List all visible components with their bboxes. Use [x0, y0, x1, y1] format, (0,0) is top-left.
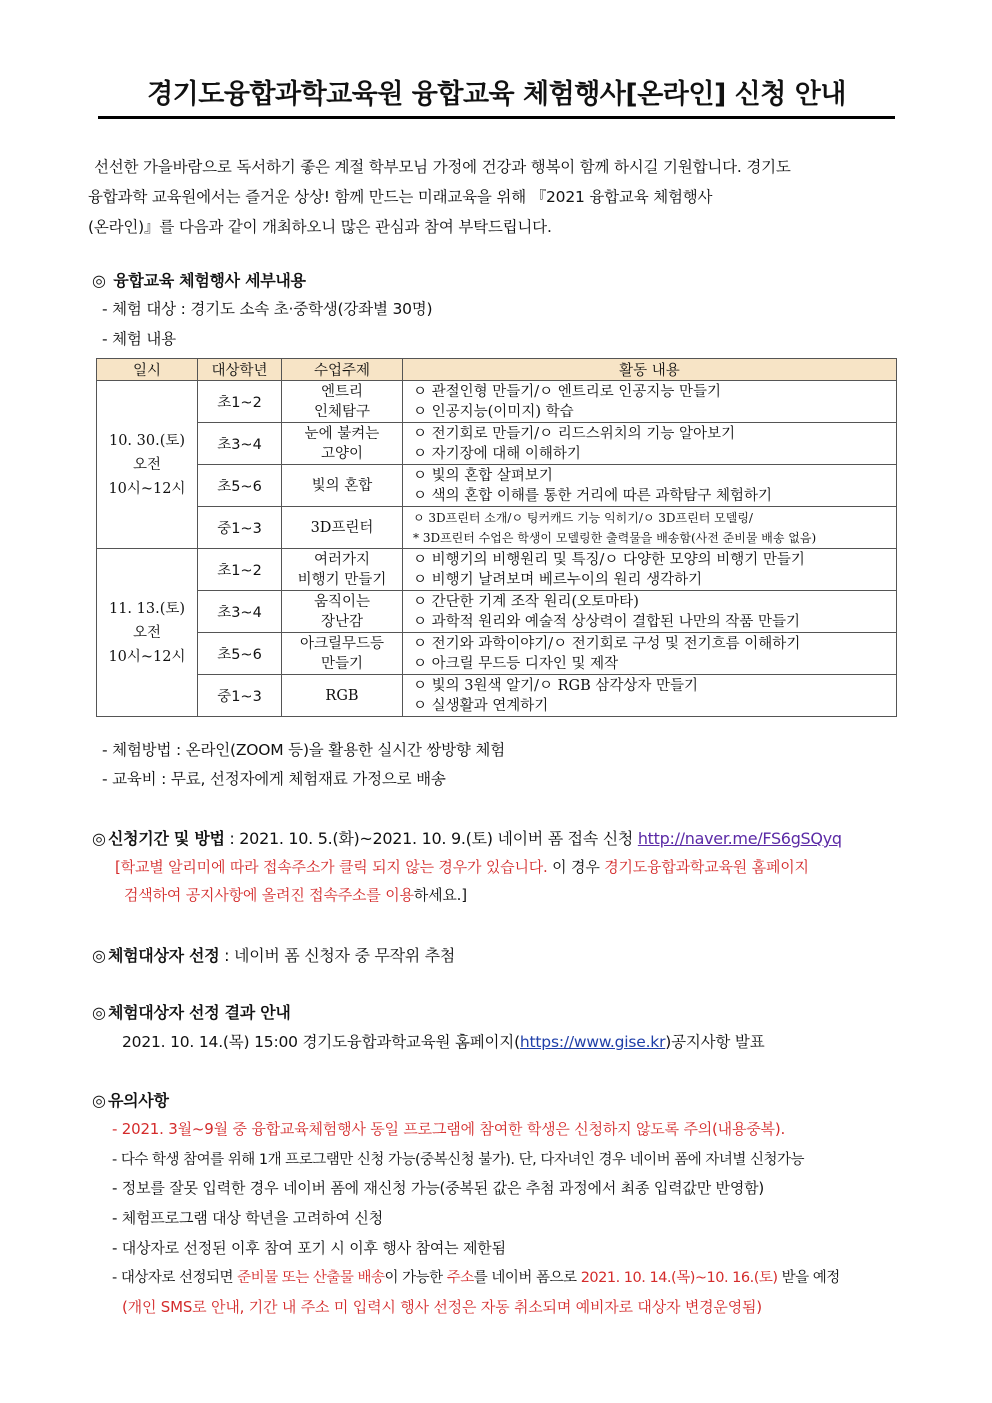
bullseye-icon: ◎	[92, 829, 106, 848]
header-activity: 활동 내용	[403, 359, 897, 381]
activity-cell	[403, 633, 897, 675]
result-text: )공지사항 발표	[665, 1033, 765, 1051]
activity-line: ㅇ 색의 혼합 이해를 통한 거리에 따른 과학탐구 체험하기	[413, 487, 773, 504]
fee-line: - 교육비 : 무료, 선정자에게 체험재료 가정으로 배송	[102, 770, 446, 788]
activity-note: * 3D프린터 수업은 학생이 모델링한 출력물을 배송함(사전 준비물 배송 없음)	[413, 530, 817, 545]
date-time: 10시~12시	[108, 648, 186, 665]
bullseye-icon: ◎	[92, 946, 106, 965]
note-item: - 2021. 3월~9월 중 융합교육체험행사 동일 프로그램에 참여한 학생은 신청하지 않도록 주의(내용중복).	[112, 1120, 786, 1138]
table-row	[97, 633, 897, 675]
note-item: - 다수 학생 참여를 위해 1개 프로그램만 신청 가능(중복신청 불가). 단, 다자녀인 경우 네이버 폼에 자녀별 신청가능	[112, 1152, 805, 1168]
table-row	[97, 465, 897, 507]
topic-cell	[282, 507, 403, 549]
activity-cell	[403, 381, 897, 423]
activity-cell	[403, 591, 897, 633]
table-header-row	[97, 359, 897, 381]
activity-cell	[403, 507, 897, 549]
apply-note-red: 경기도융합과학교육원 홈페이지	[604, 858, 809, 876]
header-date: 일시	[97, 359, 198, 381]
table-row	[97, 507, 897, 549]
header-grade: 대상학년	[198, 359, 282, 381]
table-row	[97, 549, 897, 591]
intro-line-1: 선선한 가을바람으로 독서하기 좋은 계절 학부모님 가정에 건강과 행복이 함께 하시길 기원합니다. 경기도	[94, 158, 791, 176]
grade-cell: 초3~4	[198, 591, 282, 633]
note-item: - 대상자로 선정된 이후 참여 포기 시 이후 행사 참여는 제한됨	[112, 1239, 506, 1257]
note-item: - 정보를 잘못 입력한 경우 네이버 폼에 재신청 가능(중복된 값은 추첨 과정에서 최종 입력값만 반영함)	[112, 1179, 765, 1197]
content-label: - 체험 내용	[102, 330, 176, 348]
topic-cell	[282, 633, 403, 675]
section-notes-heading	[92, 1088, 169, 1111]
apply-note-line-2	[124, 884, 467, 905]
note-text: - 대상자로 선정되면	[112, 1270, 238, 1286]
activity-line: ㅇ 자기장에 대해 이해하기	[413, 445, 581, 462]
result-text: 2021. 10. 14.(목) 15:00 경기도융합과학교육원 홈페이지(	[122, 1033, 520, 1051]
topic-line: 장난감	[320, 613, 364, 630]
date-cell	[97, 549, 198, 717]
note-red: 주소	[446, 1270, 474, 1286]
topic-line: 3D프린터	[310, 519, 374, 536]
note-text: 를 네이버 폼으로	[473, 1270, 581, 1286]
target-line: - 체험 대상 : 경기도 소속 초·중학생(강좌별 30명)	[102, 300, 433, 318]
section-details-heading	[92, 268, 306, 291]
intro-line-2: 융합과학 교육원에서는 즐거운 상상! 함께 만드는 미래교육을 위해 『2021 융합교육 체험행사	[88, 188, 713, 206]
apply-period: : 2021. 10. 5.(화)~2021. 10. 9.(토) 네이버 폼 접속 신청	[224, 829, 638, 848]
topic-cell	[282, 423, 403, 465]
page-title: 경기도융합과학교육원 융합교육 체험행사[온라인] 신청 안내	[147, 79, 846, 110]
grade-cell: 초3~4	[198, 423, 282, 465]
topic-line: 빛의 혼합	[311, 477, 373, 494]
date-ampm: 오전	[132, 456, 161, 473]
activity-line: ㅇ 인공지능(이미지) 학습	[413, 403, 574, 420]
section-result-title: 체험대상자 선정 결과 안내	[108, 1003, 291, 1022]
apply-note-text: 이 경우	[547, 858, 605, 876]
date-text: 11. 13.(토)	[108, 600, 186, 617]
section-apply-heading	[92, 826, 842, 849]
section-notes-title: 유의사항	[108, 1091, 169, 1110]
date-text: 10. 30.(토)	[108, 432, 186, 449]
topic-line: 인체탐구	[313, 403, 371, 420]
note-text: 이 가능한	[384, 1270, 447, 1286]
topic-cell	[282, 675, 403, 717]
bullseye-icon: ◎	[92, 271, 106, 290]
topic-line: 엔트리	[320, 383, 364, 400]
grade-cell: 초5~6	[198, 465, 282, 507]
topic-cell	[282, 591, 403, 633]
section-selection-heading	[92, 943, 455, 966]
grade-cell: 중1~3	[198, 675, 282, 717]
activity-line: ㅇ 간단한 기계 조작 원리(오토마타)	[413, 593, 639, 610]
topic-line: RGB	[325, 687, 359, 704]
section-details-title: 융합교육 체험행사 세부내용	[113, 271, 306, 290]
note-item	[112, 1266, 840, 1287]
section-result-heading	[92, 1000, 291, 1023]
activity-cell	[403, 549, 897, 591]
activity-line: ㅇ 비행기 날려보며 베르누이의 원리 생각하기	[413, 571, 703, 588]
activity-cell	[403, 423, 897, 465]
result-line	[122, 1030, 764, 1052]
header-topic: 수업주제	[282, 359, 403, 381]
topic-line: 여러가지	[313, 551, 371, 568]
activity-line: ㅇ 빛의 3원색 알기/ㅇ RGB 삼각상자 만들기	[413, 677, 699, 694]
intro-line-3: (온라인)』를 다음과 같이 개최하오니 많은 관심과 참여 부탁드립니다.	[88, 218, 552, 236]
topic-line: 고양이	[320, 445, 364, 462]
apply-note-text: 하세요.]	[413, 886, 467, 904]
table-row	[97, 591, 897, 633]
topic-line: 비행기 만들기	[297, 571, 387, 588]
apply-note-line-1	[115, 856, 809, 877]
apply-link[interactable]: http://naver.me/FS6gSQyq	[637, 829, 842, 848]
topic-line: 아크릴무드등	[299, 635, 385, 652]
note-red: 준비물 또는 산출물 배송	[237, 1270, 385, 1286]
note-item: - 체험프로그램 대상 학년을 고려하여 신청	[112, 1209, 383, 1227]
activity-cell	[403, 465, 897, 507]
activity-line: ㅇ 빛의 혼합 살펴보기	[413, 467, 553, 484]
activity-line: ㅇ 관절인형 만들기/ㅇ 엔트리로 인공지능 만들기	[413, 383, 722, 400]
date-time: 10시~12시	[108, 480, 186, 497]
bullseye-icon: ◎	[92, 1091, 106, 1110]
title-underline	[98, 116, 895, 119]
activity-line: ㅇ 실생활과 연계하기	[413, 697, 549, 714]
topic-line: 눈에 불켜는	[304, 425, 380, 442]
grade-cell: 중1~3	[198, 507, 282, 549]
table-row	[97, 381, 897, 423]
note-red: 2021. 10. 14.(목)~10. 16.(토)	[580, 1270, 778, 1286]
topic-cell	[282, 381, 403, 423]
grade-cell: 초1~2	[198, 549, 282, 591]
activity-line: ㅇ 전기회로 만들기/ㅇ 리드스위치의 기능 알아보기	[413, 425, 736, 442]
activity-line: ㅇ 3D프린터 소개/ㅇ 팅커캐드 기능 익히기/ㅇ 3D프린터 모델링/	[413, 510, 753, 525]
date-ampm: 오전	[132, 624, 161, 641]
note-text: 받을 예정	[777, 1270, 840, 1286]
grade-cell: 초1~2	[198, 381, 282, 423]
topic-line: 만들기	[320, 655, 364, 672]
selection-text: : 네이버 폼 신청자 중 무작위 추첨	[219, 946, 455, 965]
date-cell	[97, 381, 198, 549]
grade-cell: 초5~6	[198, 633, 282, 675]
topic-cell	[282, 465, 403, 507]
bullseye-icon: ◎	[92, 1003, 106, 1022]
note-item-cont: (개인 SMS로 안내, 기간 내 주소 미 입력시 행사 선정은 자동 취소되며 예비자로 대상자 변경운영됨)	[122, 1298, 762, 1316]
apply-note-red: 검색하여 공지사항에 올려진 접속주소를 이용	[124, 886, 414, 904]
section-apply-title: 신청기간 및 방법	[108, 829, 225, 848]
activity-line: ㅇ 전기와 과학이야기/ㅇ 전기회로 구성 및 전기흐름 이해하기	[413, 635, 801, 652]
activity-cell	[403, 675, 897, 717]
table-row	[97, 675, 897, 717]
intro-paragraph	[88, 152, 896, 242]
topic-line: 움직이는	[313, 593, 371, 610]
activity-line: ㅇ 비행기의 비행원리 및 특징/ㅇ 다양한 모양의 비행기 만들기	[413, 551, 805, 568]
section-selection-title: 체험대상자 선정	[108, 946, 220, 965]
topic-cell	[282, 549, 403, 591]
table-row	[97, 423, 897, 465]
homepage-link[interactable]: https://www.gise.kr	[519, 1033, 666, 1051]
activity-line: ㅇ 아크릴 무드등 디자인 및 제작	[413, 655, 619, 672]
activity-line: ㅇ 과학적 원리와 예술적 상상력이 결합된 나만의 작품 만들기	[413, 613, 801, 630]
apply-note-red: [학교별 알리미에 따라 접속주소가 클릭 되지 않는 경우가 있습니다.	[115, 858, 548, 876]
schedule-table	[96, 358, 897, 717]
method-line: - 체험방법 : 온라인(ZOOM 등)을 활용한 실시간 쌍방향 체험	[102, 741, 505, 759]
